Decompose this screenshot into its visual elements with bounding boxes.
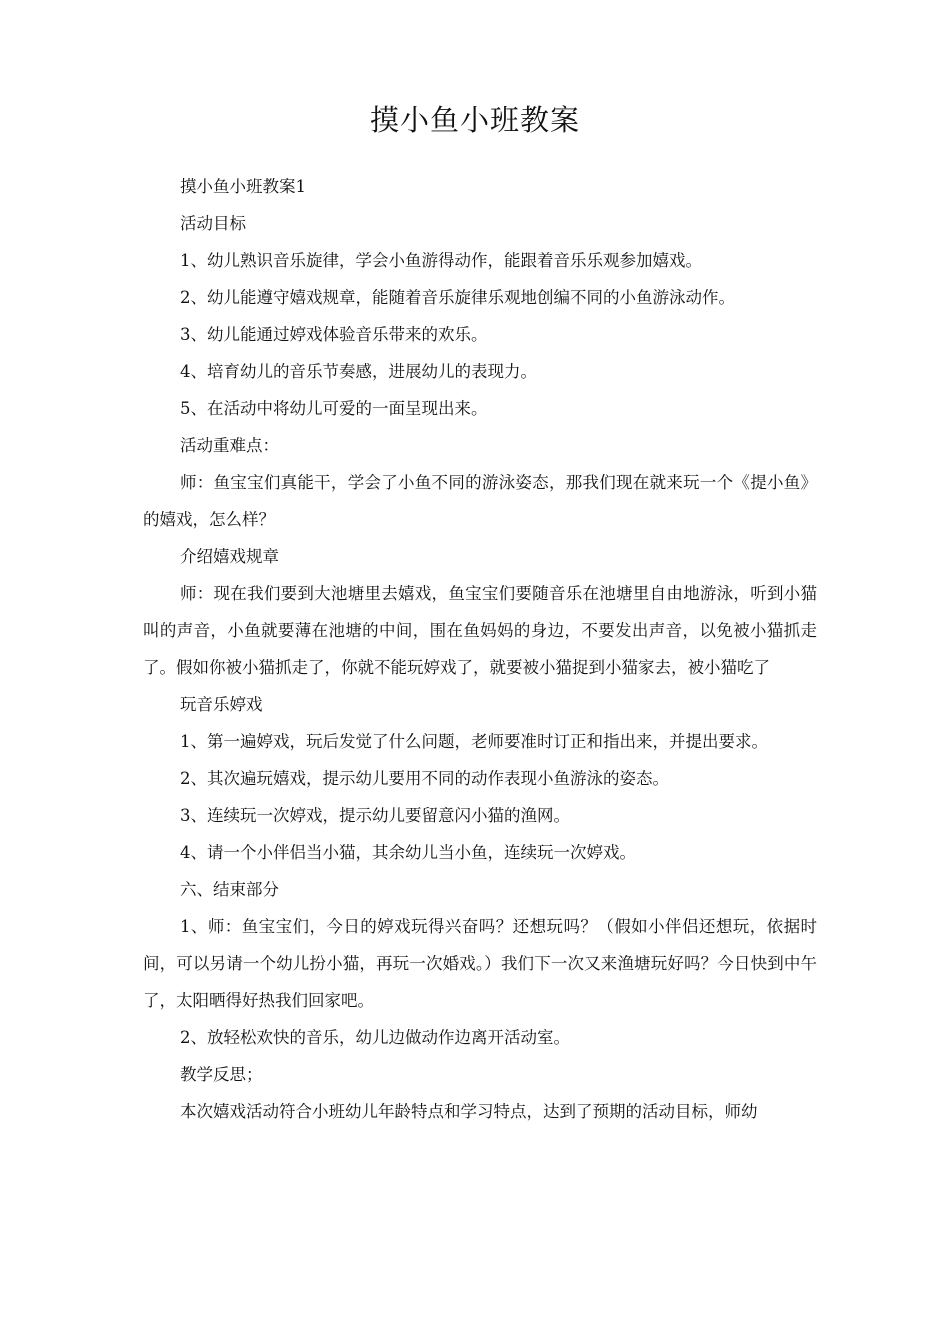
paragraph: 本次嬉戏活动符合小班幼儿年龄特点和学习特点，达到了预期的活动目标，师幼	[180, 1102, 758, 1121]
paragraph: 摸小鱼小班教案1	[180, 177, 306, 196]
paragraph: 活动重难点：	[180, 436, 279, 455]
paragraph: 2、幼儿能遵守嬉戏规章，能随着音乐旋律乐观地创编不同的小鱼游泳动作。	[180, 288, 735, 307]
paragraph: 介绍嬉戏规章	[180, 547, 279, 566]
paragraph: 1、师：鱼宝宝们，今日的婷戏玩得兴奋吗？还想玩吗？（假如小伴侣还想玩，依据时间，可以另请一个幼儿扮小猫，再玩一次婚戏。）我们下一次又来渔塘玩好吗？今日快到中午了，太阳晒得好热我们回家吧。	[143, 917, 817, 1010]
paragraph: 师：鱼宝宝们真能干，学会了小鱼不同的游泳姿态，那我们现在就来玩一个《提小鱼》的嬉戏，怎么样？	[143, 473, 817, 529]
paragraph: 3、连续玩一次婷戏，提示幼儿要留意闪小猫的渔网。	[180, 806, 570, 825]
document-title: 摸小鱼小班教案	[369, 103, 580, 137]
paragraph: 活动目标	[180, 214, 246, 233]
paragraph: 1、幼儿熟识音乐旋律，学会小鱼游得动作，能跟着音乐乐观参加嬉戏。	[180, 251, 702, 270]
paragraph: 师：现在我们要到大池塘里去嬉戏，鱼宝宝们要随音乐在池塘里自由地游泳，听到小猫叫的声音，小鱼就要薄在池塘的中间，围在鱼妈妈的身边，不要发出声音，以免被小猫抓走了。假如你被小猫抓走了，你就不能玩婷戏了，就要被小猫捉到小猫家去，被小猫吃了	[143, 584, 817, 677]
paragraph: 4、培育幼儿的音乐节奏感，进展幼儿的表现力。	[180, 362, 537, 381]
document-body	[143, 168, 817, 1130]
paragraph: 2、其次遍玩嬉戏，提示幼儿要用不同的动作表现小鱼游泳的姿态。	[180, 769, 669, 788]
paragraph: 1、第一遍婷戏，玩后发觉了什么问题，老师要准时订正和指出来，并提出要求。	[180, 732, 768, 751]
paragraph: 5、在活动中将幼儿可爱的一面呈现出来。	[180, 399, 488, 418]
paragraph: 教学反思；	[180, 1065, 263, 1084]
paragraph: 4、请一个小伴侣当小猫，其余幼儿当小鱼，连续玩一次婷戏。	[180, 843, 636, 862]
paragraph: 2、放轻松欢快的音乐，幼儿边做动作边离开活动室。	[180, 1028, 570, 1047]
paragraph: 六、结束部分	[180, 880, 279, 899]
paragraph: 3、幼儿能通过婷戏体验音乐带来的欢乐。	[180, 325, 488, 344]
paragraph: 玩音乐婷戏	[180, 695, 263, 714]
